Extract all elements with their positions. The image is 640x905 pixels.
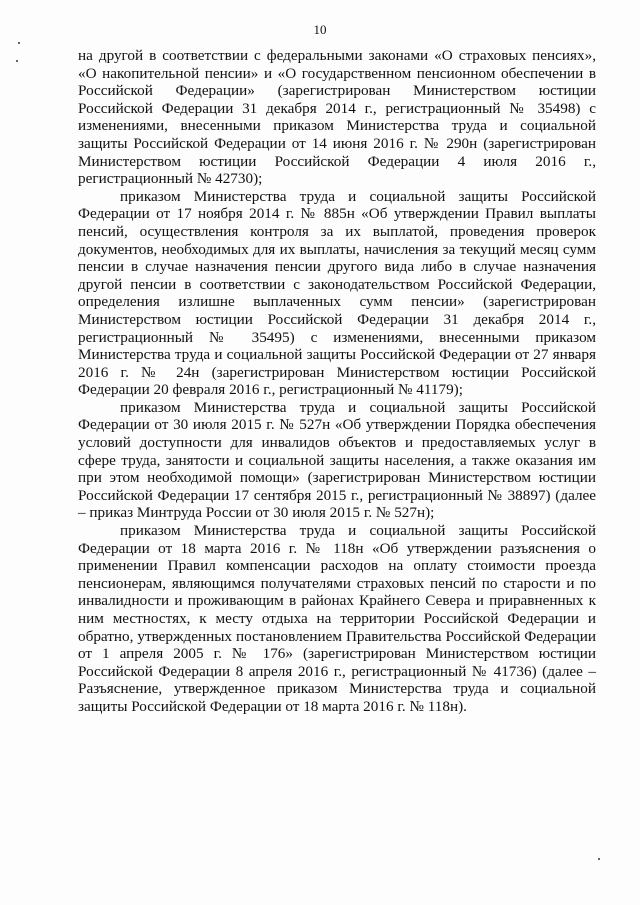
scan-speck	[16, 60, 18, 62]
paragraph-order-118n: приказом Министерства труда и социальной защиты Российской Федерации от 18 марта 2016 г. № 118н «Об утверждении разъяснения о применении Правил компенсации расходов на оплату стоимости проезда пенсионерам, являющимся получателями страховых пенсий по старости и по инвалидности и проживающим в районах Крайнего Севера и приравненных к ним местностях, к месту отдыха на территории Российской Федерации и обратно, утвержденных постановлением Правительства Российской Федерации от 1 апреля 2005 г. № 176» (зарегистрирован Министерством юстиции Российской Федерации 8 апреля 2016 г., регистрационный № 41736) (далее – Разъяснение, утвержденное приказом Министерства труда и социальной защиты Российской Федерации от 18 марта 2016 г. № 118н).	[78, 522, 596, 715]
scan-speck	[18, 42, 20, 44]
page-number: 10	[313, 22, 327, 37]
paragraph-order-885n: приказом Министерства труда и социальной защиты Российской Федерации от 17 ноября 2014 г. № 885н «Об утверждении Правил выплаты пенсий, осуществления контроля за их выплатой, проведения проверок документов, необходимых для их выплаты, начисления за текущий месяц сумм пенсии в случае назначения пенсии другого вида либо в случае назначения другой пенсии в соответствии с законодательством Российской Федерации, определения излишне выплаченных сумм пенсии» (зарегистрирован Министерством юстиции Российской Федерации 31 декабря 2014 г., регистрационный № 35495) с изменениями, внесенными приказом Министерства труда и социальной защиты Российской Федерации от 27 января 2016 г. № 24н (зарегистрирован Министерством юстиции Российской Федерации 20 февраля 2016 г., регистрационный № 41179);	[78, 187, 596, 399]
paragraph-continuation: на другой в соответствии с федеральными законами «О страховых пенсиях», «О накопительной пенсии» и «О государственном пенсионном обеспечении в Российской Федерации» (зарегистрирован Министерством юстиции Российской Федерации 31 декабря 2014 г., регистрационный № 35498) с изменениями, внесенными приказом Министерства труда и социальной защиты Российской Федерации от 14 июня 2016 г. № 290н (зарегистрирован Министерством юстиции Российской Федерации 4 июля 2016 г., регистрационный № 42730);	[78, 47, 596, 188]
document-body	[78, 47, 596, 716]
scan-speck	[598, 858, 600, 860]
paragraph-order-527n: приказом Министерства труда и социальной защиты Российской Федерации от 30 июля 2015 г. № 527н «Об утверждении Порядка обеспечения условий доступности для инвалидов объектов и предоставляемых услуг в сфере труда, занятости и социальной защиты населения, а также оказания им при этом необходимой помощи» (зарегистрирован Министерством юстиции Российской Федерации 17 сентября 2015 г., регистрационный № 38897) (далее – приказ Минтруда России от 30 июля 2015 г. № 527н);	[78, 398, 596, 522]
